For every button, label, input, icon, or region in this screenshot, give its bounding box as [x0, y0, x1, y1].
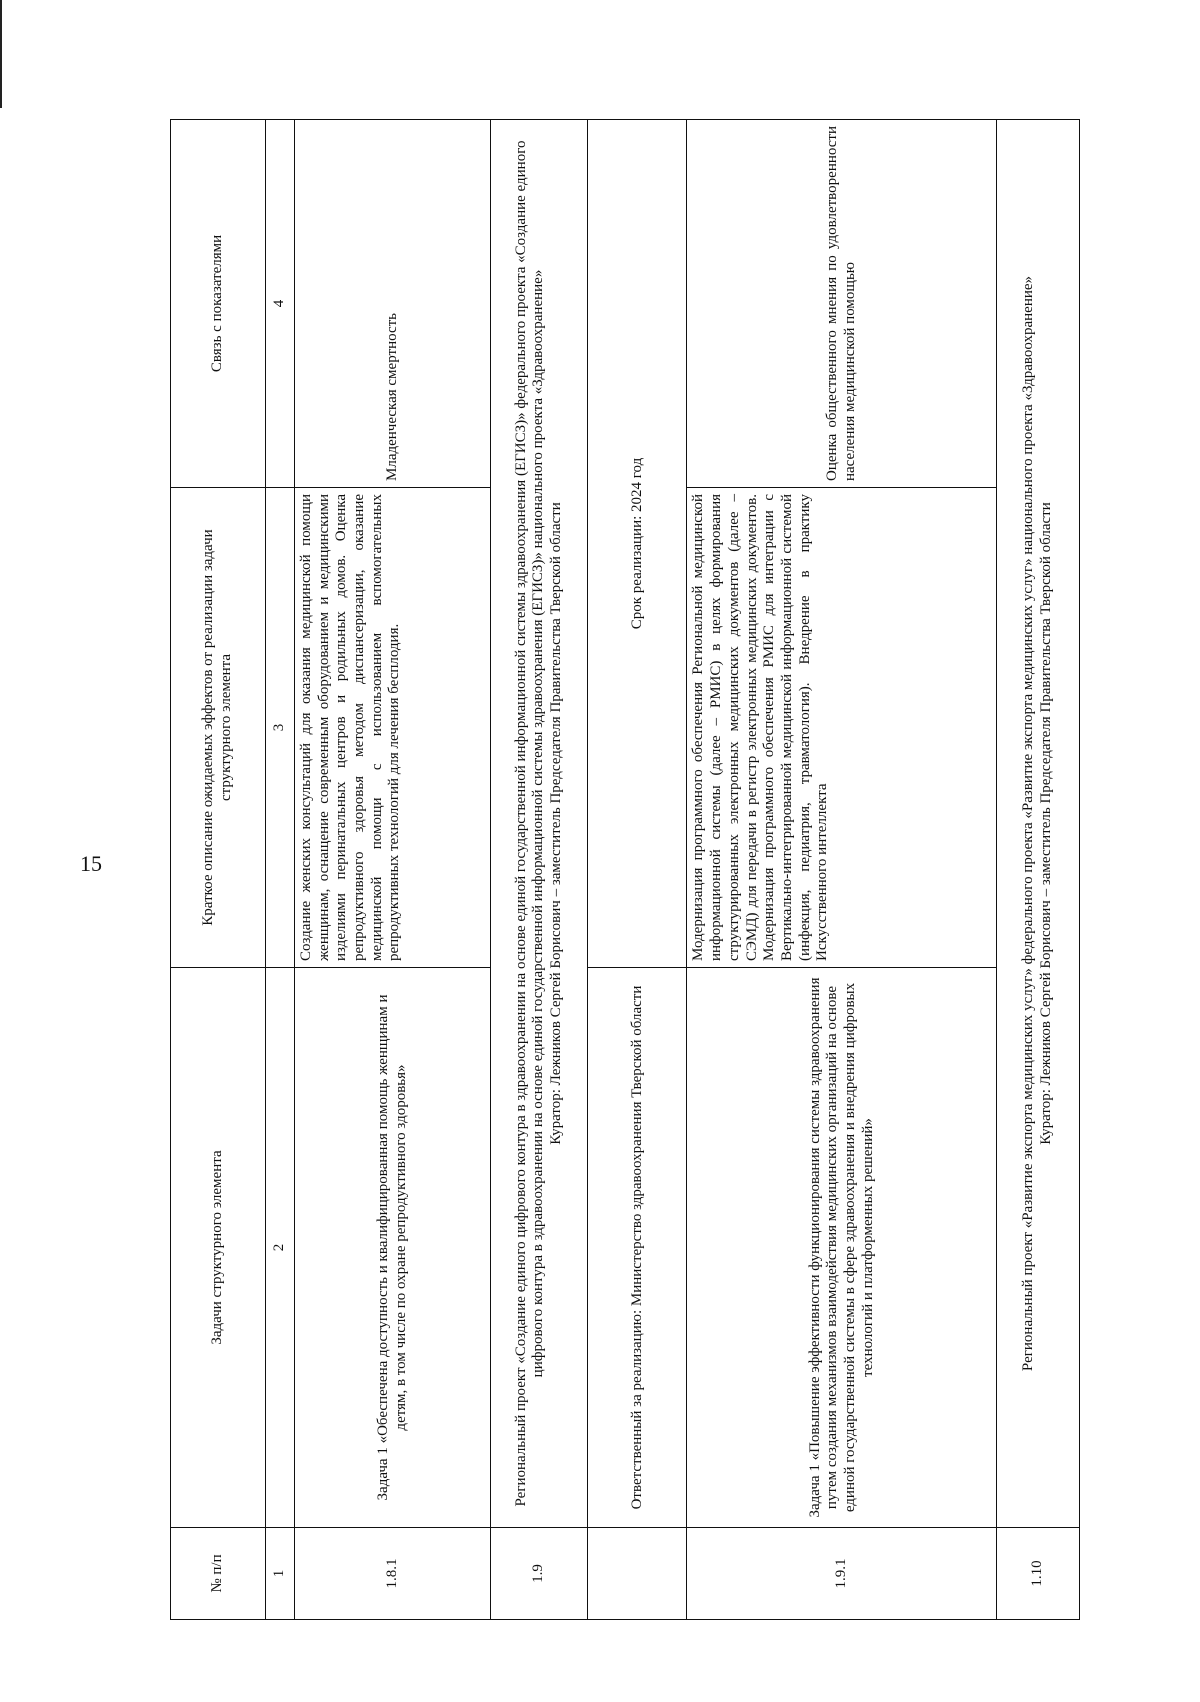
row-link: Младенческая смертность	[294, 120, 490, 488]
table-row	[687, 120, 997, 1620]
page-number: 15	[80, 851, 102, 876]
row-num: 1.9	[491, 1528, 588, 1620]
header-num: № п/п	[171, 1528, 266, 1620]
row-task: Задача 1 «Повышение эффективности функционирования системы здравоохранения путем создания механизмов взаимодействия медицинских организаций на основе единой государственной системы в сфере здравоохранения и внедрения цифровых технологий и платформенных решений»	[687, 968, 997, 1528]
structural-elements-table	[170, 119, 1080, 1620]
project-cell	[491, 120, 588, 1528]
project-row	[997, 120, 1080, 1620]
header-indicators: Связь с показателями	[171, 120, 266, 488]
row-effect: Создание женских консультаций для оказания медицинской помощи женщинам, оснащение современным оборудованием и медицинскими изделиями перинатальных центров и родильных домов. Оценка репродуктивного здоровья методом диспансеризации, оказание медицинской помощи с использованием вспомогательных репродуктивных технологий для лечения бесплодия.	[294, 488, 490, 968]
project-title: Региональный проект «Создание единого цифрового контура в здравоохранении на основе единой государственной информационной системы здравоохранения (ЕГИСЗ)» федерального проекта «Создание единого цифрового контура в здравоохранении на основе единой государственной информационной системы здравоохранения (ЕГИСЗ)» национального проекта «Здравоохранение»	[512, 140, 547, 1507]
colnum-4: 4	[266, 120, 295, 488]
row-num: 1.9.1	[687, 1528, 997, 1620]
empty-cell	[588, 1528, 687, 1620]
table-row	[294, 120, 490, 1620]
project-row	[491, 120, 588, 1620]
row-link: Оценка общественного мнения по удовлетворенности населения медицинской помощью	[687, 120, 997, 488]
row-effect: Модернизация программного обеспечения Региональной медицинской информационной системы (далее – РМИС) в целях формирования структурированных электронных медицинских документов (далее – СЭМД) для передачи в регистр электронных медицинских документов. Модернизация программного обеспечения РМИС для интеграции с Вертикально-интегрированной медицинской информационной системой (инфекция, педиатрия, травматология). Внедрение в практику Искусственного интеллекта	[687, 488, 997, 968]
colnum-1: 1	[266, 1528, 295, 1620]
header-effects: Краткое описание ожидаемых эффектов от реализации задачи структурного элемента	[171, 488, 266, 968]
header-tasks: Задачи структурного элемента	[171, 968, 266, 1528]
colnum-3: 3	[266, 488, 295, 968]
project-curator: Куратор: Лежников Сергей Борисович – заместитель Председателя Правительства Тверской области	[1038, 502, 1055, 1145]
responsible-cell: Ответственный за реализацию: Министерство здравоохранения Тверской области	[588, 968, 687, 1528]
row-task: Задача 1 «Обеспечена доступность и квалифицированная помощь женщинам и детям, в том числе по охране репродуктивного здоровья»	[294, 968, 490, 1528]
table-header-row	[171, 120, 266, 1620]
column-numbers-row	[266, 120, 295, 1620]
row-num: 1.10	[997, 1528, 1080, 1620]
scan-edge-mark	[0, 0, 2, 108]
project-cell	[997, 120, 1080, 1528]
project-curator: Куратор: Лежников Сергей Борисович – заместитель Председателя Правительства Тверской области	[548, 502, 565, 1145]
row-num: 1.8.1	[294, 1528, 490, 1620]
term-cell: Срок реализации: 2024 год	[588, 120, 687, 968]
rotated-table-container	[170, 120, 1080, 1620]
project-title: Региональный проект «Развитие экспорта медицинских услуг» федерального проекта «Развитие экспорта медицинских услуг» национального проекта «Здравоохранение»	[1020, 275, 1037, 1372]
colnum-2: 2	[266, 968, 295, 1528]
responsible-row	[588, 120, 687, 1620]
